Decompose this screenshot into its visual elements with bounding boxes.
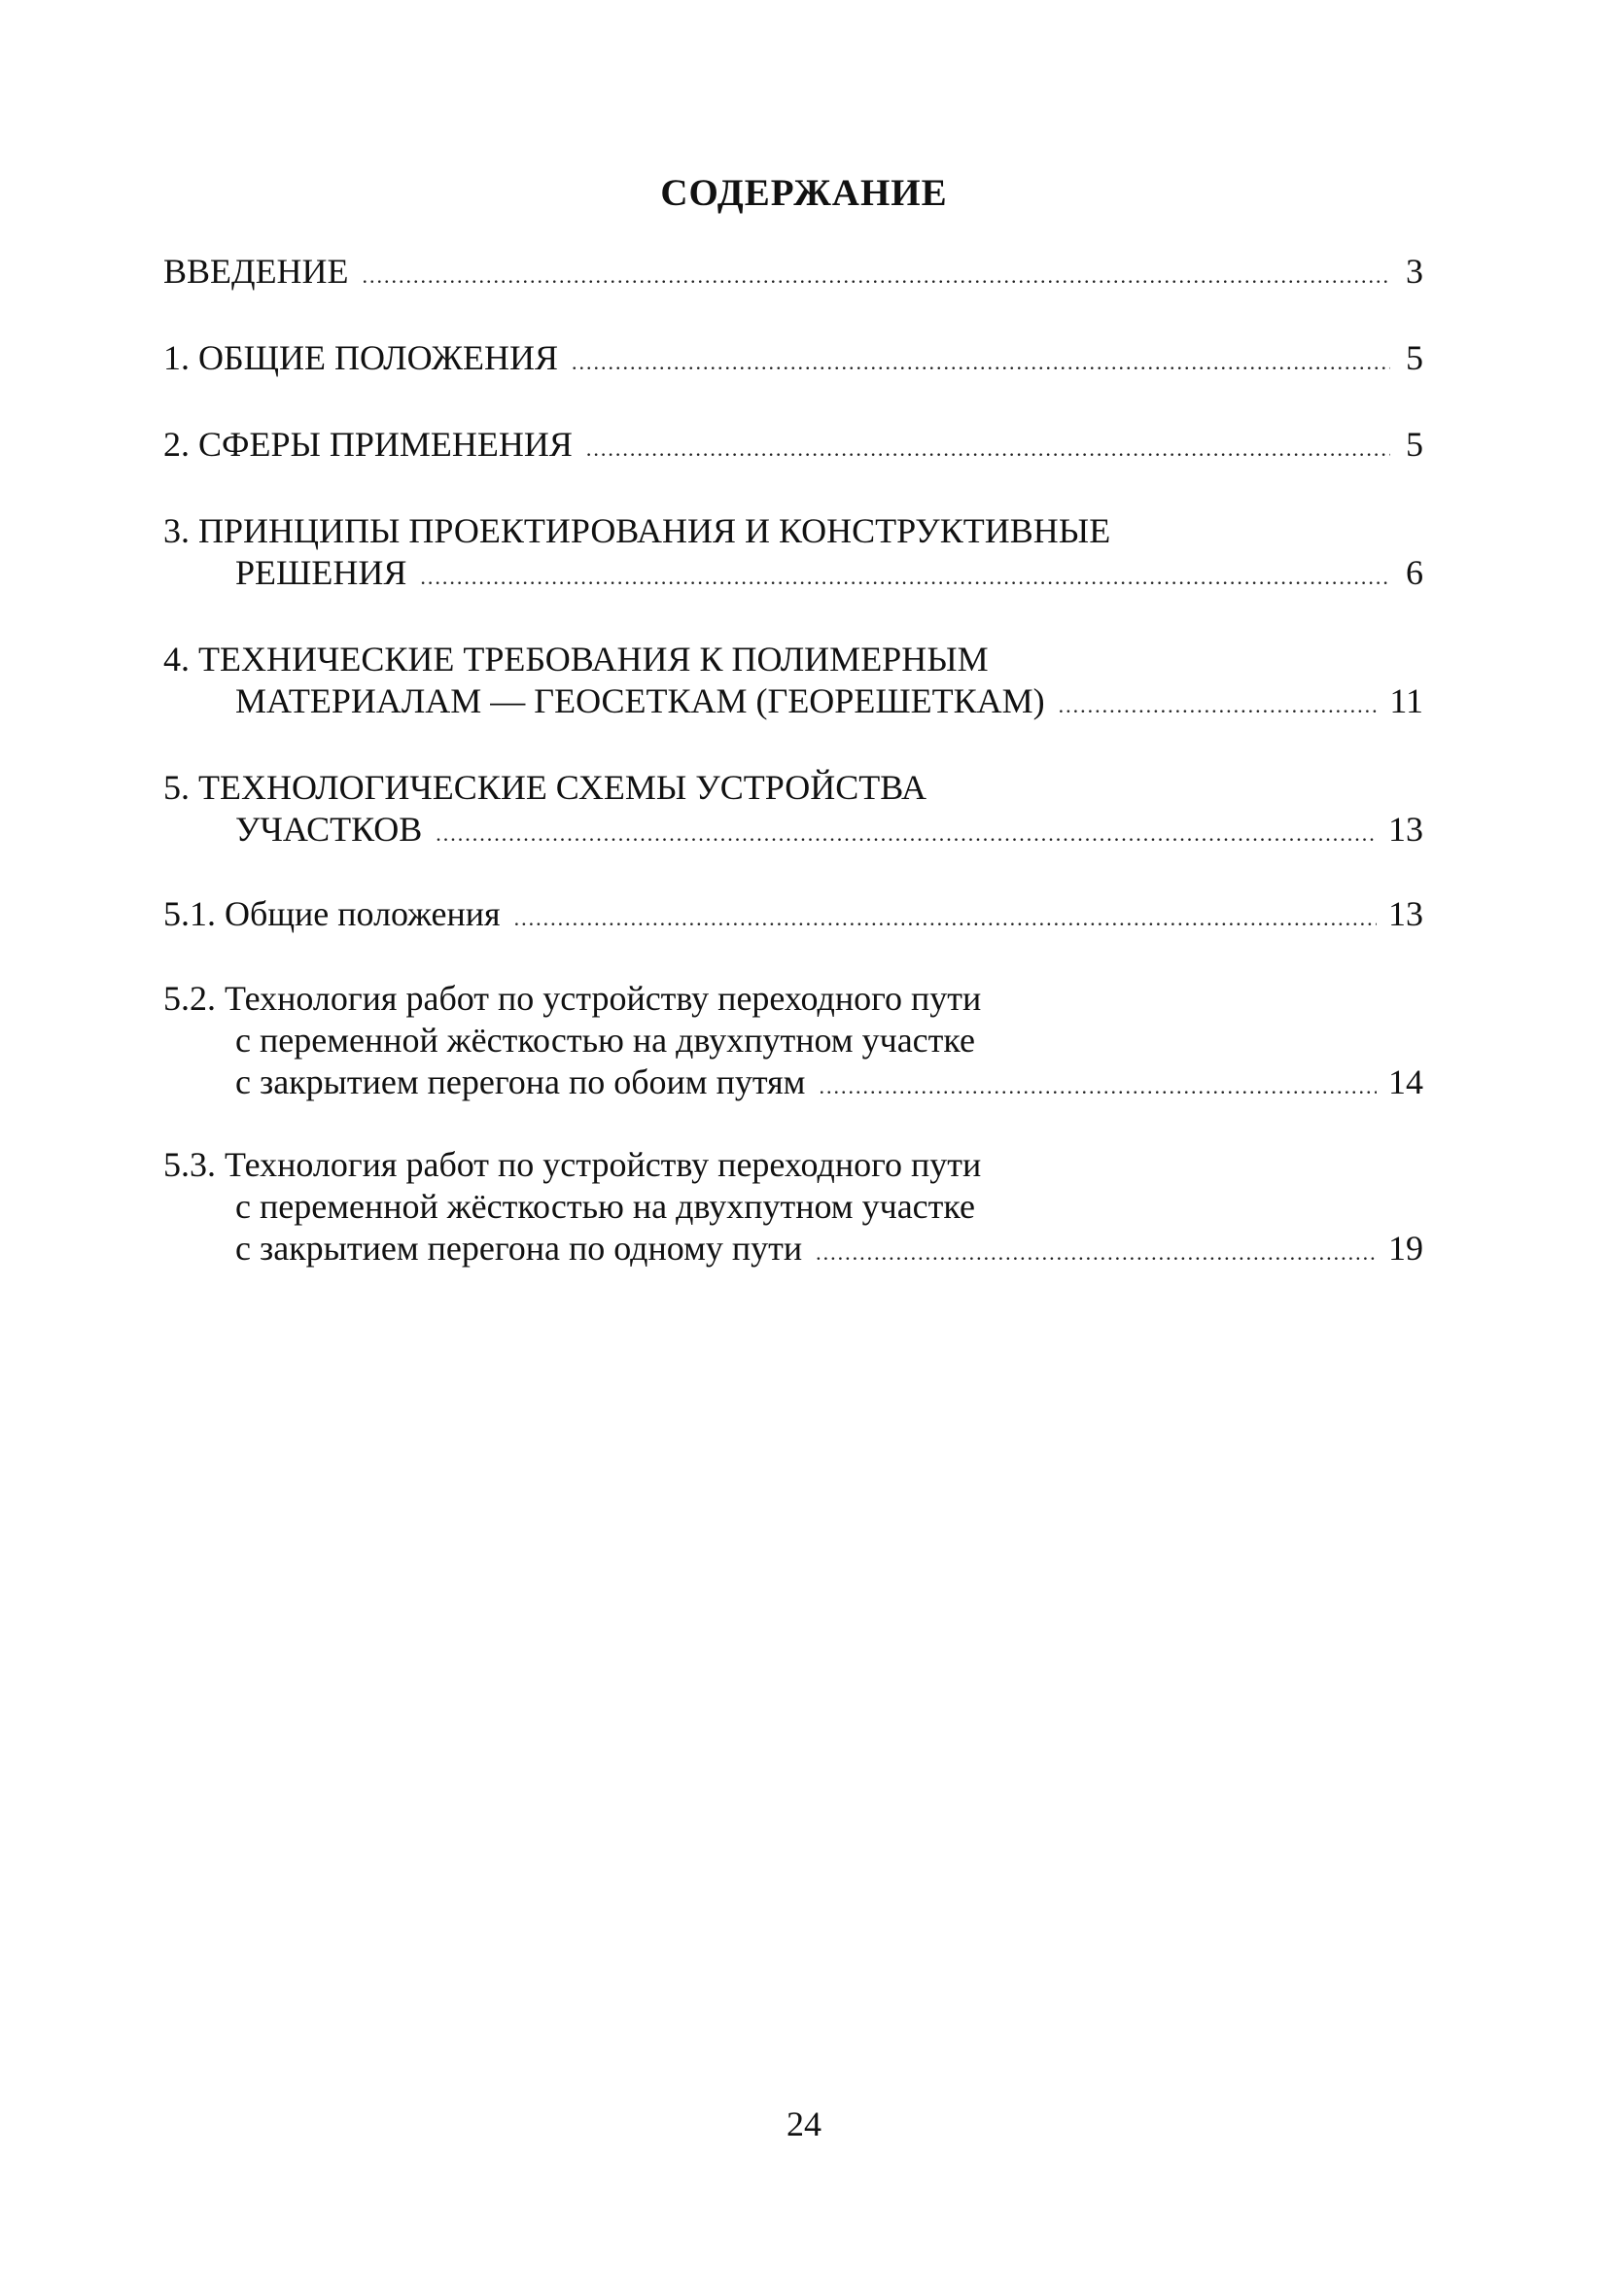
toc-entry-application-areas[interactable] <box>163 424 1423 470</box>
toc-entry-title: УЧАСТКОВ <box>235 810 423 849</box>
toc-entry-line <box>163 424 1423 470</box>
toc-entry-line <box>163 809 1423 854</box>
toc-entry-page: 13 <box>1388 810 1423 849</box>
toc-entry-line <box>163 251 1423 296</box>
toc-entry-title-line: с переменной жёсткостью на двухпутном участке <box>235 1021 975 1060</box>
toc-entry-title-line: 4. ТЕХНИЧЕСКИЕ ТРЕБОВАНИЯ К ПОЛИМЕРНЫМ <box>163 640 989 678</box>
toc-entry-page: 3 <box>1406 252 1423 291</box>
dot-leader <box>420 556 1390 598</box>
dot-leader <box>514 897 1377 939</box>
toc-entry-title: МАТЕРИАЛАМ — ГЕОСЕТКАМ (ГЕОРЕШЕТКАМ) <box>235 681 1045 720</box>
toc-entry-page: 19 <box>1388 1229 1423 1268</box>
toc-entry-page: 5 <box>1406 338 1423 377</box>
toc-entry-title: с закрытием перегона по одному пути <box>235 1229 803 1268</box>
toc-entry-page: 13 <box>1388 894 1423 933</box>
table-of-contents <box>163 251 1423 1273</box>
dot-leader <box>1059 684 1379 726</box>
dot-leader <box>363 255 1390 296</box>
toc-entry-general-provisions[interactable] <box>163 337 1423 383</box>
toc-entry-title: с закрытием перегона по обоим путям <box>235 1062 806 1101</box>
toc-entry-line <box>163 552 1423 598</box>
page-number: 24 <box>787 2105 821 2143</box>
dot-leader <box>572 341 1390 383</box>
toc-entry-title: ВВЕДЕНИЕ <box>163 252 349 291</box>
toc-entry-page: 11 <box>1389 681 1423 720</box>
page-title: СОДЕРЖАНИЕ <box>660 172 948 214</box>
toc-entry-title: 5.1. Общие положения <box>163 894 501 933</box>
toc-entry-title: 2. СФЕРЫ ПРИМЕНЕНИЯ <box>163 425 573 464</box>
toc-entry-title-line: 3. ПРИНЦИПЫ ПРОЕКТИРОВАНИЯ И КОНСТРУКТИВНЫЕ <box>163 511 1111 550</box>
toc-entry-design-principles[interactable] <box>163 510 1423 598</box>
toc-entry-5-1[interactable] <box>163 893 1423 939</box>
dot-leader <box>819 1065 1377 1107</box>
toc-entry-title: РЕШЕНИЯ <box>235 553 407 592</box>
dot-leader <box>586 428 1390 470</box>
toc-entry-title-line: 5.3. Технология работ по устройству переходного пути <box>163 1145 982 1184</box>
toc-entry-introduction[interactable] <box>163 251 1423 296</box>
toc-entry-5-3[interactable] <box>163 1144 1423 1273</box>
dot-leader <box>816 1232 1377 1273</box>
toc-entry-page: 14 <box>1388 1062 1423 1101</box>
toc-entry-title: 1. ОБЩИЕ ПОЛОЖЕНИЯ <box>163 338 558 377</box>
toc-entry-line <box>163 1061 1423 1107</box>
toc-entry-page: 6 <box>1406 553 1423 592</box>
toc-entry-title-line: 5.2. Технология работ по устройству переходного пути <box>163 979 982 1018</box>
toc-entry-title-line: с переменной жёсткостью на двухпутном участке <box>235 1187 975 1226</box>
toc-entry-line <box>163 680 1423 726</box>
toc-entry-page: 5 <box>1406 425 1423 464</box>
dot-leader <box>436 813 1377 854</box>
toc-entry-technical-requirements[interactable] <box>163 639 1423 726</box>
toc-entry-5-2[interactable] <box>163 978 1423 1107</box>
toc-entry-line <box>163 1228 1423 1273</box>
toc-entry-line <box>163 337 1423 383</box>
toc-entry-line <box>163 893 1423 939</box>
toc-entry-technological-schemes[interactable] <box>163 767 1423 854</box>
toc-entry-title-line: 5. ТЕХНОЛОГИЧЕСКИЕ СХЕМЫ УСТРОЙСТВА <box>163 768 926 807</box>
